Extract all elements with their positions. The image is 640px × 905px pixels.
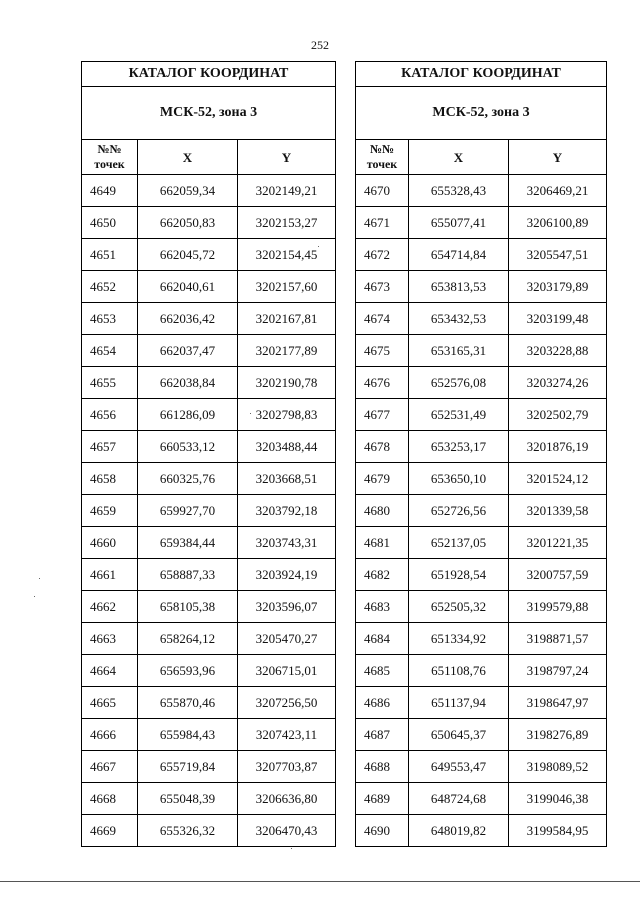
x-coordinate-cell: 660325,76 — [138, 463, 238, 495]
x-coordinate-cell: 655048,39 — [138, 783, 238, 815]
point-number-cell: 4673 — [356, 271, 409, 303]
point-number-cell: 4657 — [82, 431, 138, 463]
table-row — [356, 335, 607, 367]
point-number-cell: 4680 — [356, 495, 409, 527]
table-row — [356, 719, 607, 751]
table-row — [82, 399, 336, 431]
table-row — [82, 431, 336, 463]
table-row — [82, 623, 336, 655]
x-coordinate-cell: 655870,46 — [138, 687, 238, 719]
table-row — [82, 719, 336, 751]
point-number-cell: 4658 — [82, 463, 138, 495]
x-coordinate-cell: 662038,84 — [138, 367, 238, 399]
y-coordinate-cell: 3205470,27 — [238, 623, 336, 655]
point-number-cell: 4666 — [82, 719, 138, 751]
y-coordinate-cell: 3201876,19 — [509, 431, 607, 463]
x-coordinate-cell: 654714,84 — [409, 239, 509, 271]
x-coordinate-cell: 653432,53 — [409, 303, 509, 335]
y-coordinate-cell: 3202177,89 — [238, 335, 336, 367]
point-number-cell: 4678 — [356, 431, 409, 463]
x-coordinate-cell: 655328,43 — [409, 175, 509, 207]
point-number-cell: 4689 — [356, 783, 409, 815]
table-row — [356, 655, 607, 687]
point-number-word: точек — [94, 157, 125, 171]
point-number-word: точек — [366, 157, 398, 171]
y-coordinate-cell: 3203179,89 — [509, 271, 607, 303]
y-coordinate-cell: 3202798,83 — [238, 399, 336, 431]
y-coordinate-cell: 3198276,89 — [509, 719, 607, 751]
point-number-cell: 4674 — [356, 303, 409, 335]
table-row — [356, 463, 607, 495]
point-number-cell: 4653 — [82, 303, 138, 335]
y-coordinate-cell: 3203668,51 — [238, 463, 336, 495]
x-coordinate-cell: 651137,94 — [409, 687, 509, 719]
y-coordinate-cell: 3198089,52 — [509, 751, 607, 783]
column-header-y: Y — [238, 140, 336, 175]
x-coordinate-cell: 649553,47 — [409, 751, 509, 783]
column-header-y: Y — [509, 140, 607, 175]
x-coordinate-cell: 650645,37 — [409, 719, 509, 751]
x-coordinate-cell: 656593,96 — [138, 655, 238, 687]
x-coordinate-cell: 662045,72 — [138, 239, 238, 271]
table-row — [356, 495, 607, 527]
table-row — [82, 367, 336, 399]
point-number-cell: 4682 — [356, 559, 409, 591]
point-number-cell: 4661 — [82, 559, 138, 591]
x-coordinate-cell: 662050,83 — [138, 207, 238, 239]
table-row — [356, 367, 607, 399]
x-coordinate-cell: 662059,34 — [138, 175, 238, 207]
table-row — [356, 687, 607, 719]
point-number-cell: 4677 — [356, 399, 409, 431]
x-coordinate-cell: 652726,56 — [409, 495, 509, 527]
table-row — [82, 335, 336, 367]
table-row — [356, 239, 607, 271]
table-body — [82, 175, 336, 847]
point-number-cell: 4676 — [356, 367, 409, 399]
table-row — [82, 239, 336, 271]
point-number-symbol: №№ — [369, 142, 395, 156]
x-coordinate-cell: 653165,31 — [409, 335, 509, 367]
y-coordinate-cell: 3202153,27 — [238, 207, 336, 239]
table-row — [82, 687, 336, 719]
point-number-cell: 4663 — [82, 623, 138, 655]
column-header-x: X — [138, 140, 238, 175]
table-row — [82, 527, 336, 559]
x-coordinate-cell: 658105,38 — [138, 591, 238, 623]
table-row — [82, 591, 336, 623]
x-coordinate-cell: 653253,17 — [409, 431, 509, 463]
x-coordinate-cell: 659384,44 — [138, 527, 238, 559]
table-row — [82, 271, 336, 303]
table-row — [356, 431, 607, 463]
table-row — [82, 655, 336, 687]
x-coordinate-cell: 660533,12 — [138, 431, 238, 463]
y-coordinate-cell: 3198647,97 — [509, 687, 607, 719]
y-coordinate-cell: 3203792,18 — [238, 495, 336, 527]
point-number-cell: 4651 — [82, 239, 138, 271]
x-coordinate-cell: 651108,76 — [409, 655, 509, 687]
point-number-cell: 4649 — [82, 175, 138, 207]
point-number-cell: 4683 — [356, 591, 409, 623]
y-coordinate-cell: 3203596,07 — [238, 591, 336, 623]
y-coordinate-cell: 3207423,11 — [238, 719, 336, 751]
point-number-cell: 4685 — [356, 655, 409, 687]
point-number-cell: 4669 — [82, 815, 138, 847]
y-coordinate-cell: 3206470,43 — [238, 815, 336, 847]
x-coordinate-cell: 659927,70 — [138, 495, 238, 527]
point-number-cell: 4664 — [82, 655, 138, 687]
point-number-cell: 4650 — [82, 207, 138, 239]
catalog-title: КАТАЛОГ КООРДИНАТ — [82, 62, 336, 87]
point-number-cell: 4659 — [82, 495, 138, 527]
table-row — [356, 399, 607, 431]
point-number-cell: 4690 — [356, 815, 409, 847]
y-coordinate-cell: 3206469,21 — [509, 175, 607, 207]
point-number-cell: 4681 — [356, 527, 409, 559]
table-row — [356, 623, 607, 655]
table-row — [356, 751, 607, 783]
point-number-cell: 4655 — [82, 367, 138, 399]
y-coordinate-cell: 3206715,01 — [238, 655, 336, 687]
y-coordinate-cell: 3199046,38 — [509, 783, 607, 815]
table-row — [356, 207, 607, 239]
table-row — [356, 815, 607, 847]
point-number-cell: 4684 — [356, 623, 409, 655]
x-coordinate-cell: 651334,92 — [409, 623, 509, 655]
y-coordinate-cell: 3202157,60 — [238, 271, 336, 303]
x-coordinate-cell: 662037,47 — [138, 335, 238, 367]
point-number-cell: 4656 — [82, 399, 138, 431]
y-coordinate-cell: 3202149,21 — [238, 175, 336, 207]
point-number-cell: 4670 — [356, 175, 409, 207]
point-number-cell: 4688 — [356, 751, 409, 783]
point-number-cell: 4654 — [82, 335, 138, 367]
table-row — [356, 559, 607, 591]
y-coordinate-cell: 3202167,81 — [238, 303, 336, 335]
y-coordinate-cell: 3203743,31 — [238, 527, 336, 559]
coordinate-catalog-table-right — [355, 61, 607, 847]
point-number-cell: 4675 — [356, 335, 409, 367]
point-number-cell: 4672 — [356, 239, 409, 271]
point-number-cell: 4652 — [82, 271, 138, 303]
point-number-cell: 4679 — [356, 463, 409, 495]
x-coordinate-cell: 651928,54 — [409, 559, 509, 591]
column-header-point-number — [356, 140, 409, 175]
point-number-cell: 4668 — [82, 783, 138, 815]
table-row — [82, 207, 336, 239]
point-number-cell: 4662 — [82, 591, 138, 623]
point-number-cell: 4660 — [82, 527, 138, 559]
table-row — [82, 495, 336, 527]
y-coordinate-cell: 3203228,88 — [509, 335, 607, 367]
x-coordinate-cell: 655984,43 — [138, 719, 238, 751]
table-row — [356, 783, 607, 815]
x-coordinate-cell: 655719,84 — [138, 751, 238, 783]
y-coordinate-cell: 3205547,51 — [509, 239, 607, 271]
table-row — [356, 271, 607, 303]
point-number-cell: 4665 — [82, 687, 138, 719]
y-coordinate-cell: 3202154,45 — [238, 239, 336, 271]
y-coordinate-cell: 3201524,12 — [509, 463, 607, 495]
point-number-symbol: №№ — [97, 142, 122, 156]
x-coordinate-cell: 658264,12 — [138, 623, 238, 655]
x-coordinate-cell: 652137,05 — [409, 527, 509, 559]
column-header-point-number — [82, 140, 138, 175]
x-coordinate-cell: 658887,33 — [138, 559, 238, 591]
y-coordinate-cell: 3206636,80 — [238, 783, 336, 815]
table-row — [82, 815, 336, 847]
y-coordinate-cell: 3201221,35 — [509, 527, 607, 559]
x-coordinate-cell: 655326,32 — [138, 815, 238, 847]
table-row — [356, 527, 607, 559]
x-coordinate-cell: 653813,53 — [409, 271, 509, 303]
column-header-x: X — [409, 140, 509, 175]
y-coordinate-cell: 3198797,24 — [509, 655, 607, 687]
y-coordinate-cell: 3198871,57 — [509, 623, 607, 655]
table-row — [356, 303, 607, 335]
table-row — [82, 175, 336, 207]
table-row — [356, 175, 607, 207]
point-number-cell: 4687 — [356, 719, 409, 751]
x-coordinate-cell: 652531,49 — [409, 399, 509, 431]
y-coordinate-cell: 3203199,48 — [509, 303, 607, 335]
table-body — [356, 175, 607, 847]
y-coordinate-cell: 3203274,26 — [509, 367, 607, 399]
page-number: 252 — [311, 38, 329, 52]
y-coordinate-cell: 3199579,88 — [509, 591, 607, 623]
point-number-cell: 4667 — [82, 751, 138, 783]
y-coordinate-cell: 3199584,95 — [509, 815, 607, 847]
x-coordinate-cell: 662036,42 — [138, 303, 238, 335]
y-coordinate-cell: 3202190,78 — [238, 367, 336, 399]
y-coordinate-cell: 3201339,58 — [509, 495, 607, 527]
x-coordinate-cell: 662040,61 — [138, 271, 238, 303]
y-coordinate-cell: 3203924,19 — [238, 559, 336, 591]
x-coordinate-cell: 655077,41 — [409, 207, 509, 239]
point-number-cell: 4671 — [356, 207, 409, 239]
table-row — [82, 559, 336, 591]
x-coordinate-cell: 648724,68 — [409, 783, 509, 815]
x-coordinate-cell: 652576,08 — [409, 367, 509, 399]
table-row — [82, 463, 336, 495]
x-coordinate-cell: 648019,82 — [409, 815, 509, 847]
x-coordinate-cell: 653650,10 — [409, 463, 509, 495]
y-coordinate-cell: 3207703,87 — [238, 751, 336, 783]
y-coordinate-cell: 3200757,59 — [509, 559, 607, 591]
catalog-title: КАТАЛОГ КООРДИНАТ — [356, 62, 607, 87]
coordinate-catalog-table-left — [81, 61, 336, 847]
table-row — [82, 751, 336, 783]
y-coordinate-cell: 3206100,89 — [509, 207, 607, 239]
y-coordinate-cell: 3207256,50 — [238, 687, 336, 719]
coordinate-system-zone: МСК-52, зона 3 — [82, 87, 336, 140]
table-row — [356, 591, 607, 623]
y-coordinate-cell: 3203488,44 — [238, 431, 336, 463]
table-row — [82, 783, 336, 815]
y-coordinate-cell: 3202502,79 — [509, 399, 607, 431]
page-bottom-rule — [0, 881, 640, 882]
table-row — [82, 303, 336, 335]
coordinate-system-zone: МСК-52, зона 3 — [356, 87, 607, 140]
x-coordinate-cell: 652505,32 — [409, 591, 509, 623]
x-coordinate-cell: 661286,09 — [138, 399, 238, 431]
point-number-cell: 4686 — [356, 687, 409, 719]
